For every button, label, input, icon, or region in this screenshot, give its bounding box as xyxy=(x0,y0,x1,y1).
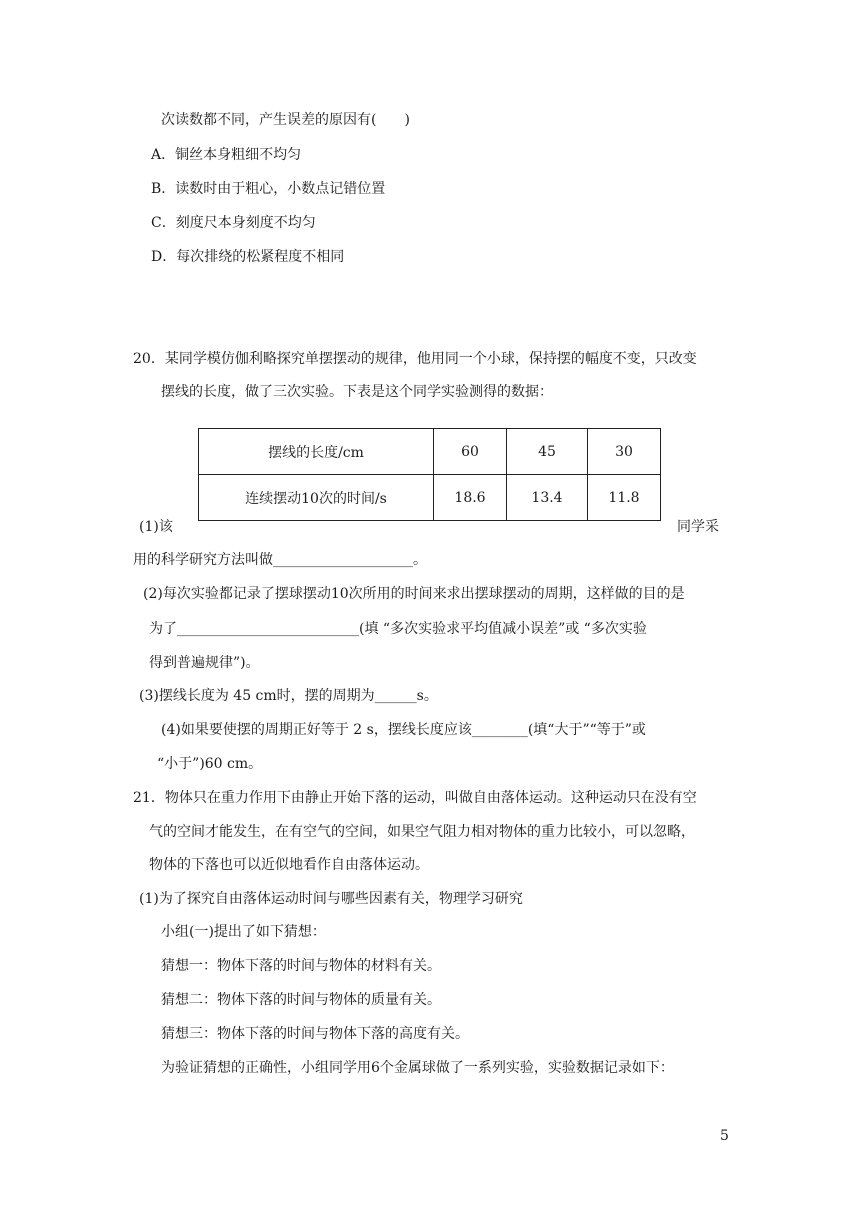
q19-option-b: B．读数时由于粗心，小数点记错位置 xyxy=(151,181,386,197)
q20-intro-line-1: 20．某同学模仿伽利略探究单摆摆动的规律，他用同一个小球，保持摆的幅度不变，只改变 xyxy=(133,351,697,367)
table-cell: 11.8 xyxy=(588,475,661,521)
q20-part1-continued: 用的科学研究方法叫做____________________。 xyxy=(133,552,427,568)
table-cell: 60 xyxy=(434,429,507,475)
table-cell: 13.4 xyxy=(507,475,588,521)
q21-intro-line-3: 物体的下落也可以近似地看作自由落体运动。 xyxy=(149,857,429,873)
q20-part1-left: (1)该 xyxy=(139,519,173,535)
table-header-cell: 连续摆动10次的时间/s xyxy=(199,475,434,521)
table-cell: 45 xyxy=(507,429,588,475)
table-cell: 30 xyxy=(588,429,661,475)
q20-part2-line-2: 为了__________________________(填 “多次实验求平均值减小误差”或 “多次实验 xyxy=(149,621,647,637)
pendulum-data-table xyxy=(198,428,661,521)
table-cell: 18.6 xyxy=(434,475,507,521)
q20-part4-line-2: “小于”)60 cm。 xyxy=(157,756,263,772)
q21-hypothesis-2: 猜想二：物体下落的时间与物体的质量有关。 xyxy=(161,992,441,1008)
table-row xyxy=(199,475,661,521)
q20-part2-line-1: (2)每次实验都记录了摆球摆动10次所用的时间来求出摆球摆动的周期，这样做的目的是 xyxy=(143,586,685,602)
q20-part2-line-3: 得到普遍规律”)。 xyxy=(149,655,260,671)
q21-experiment-intro: 为验证猜想的正确性，小组同学用6个金属球做了一系列实验，实验数据记录如下： xyxy=(161,1060,674,1076)
q20-intro-line-2: 摆线的长度，做了三次实验。下表是这个同学实验测得的数据： xyxy=(161,384,553,400)
q20-part4-line-1: (4)如果要使摆的周期正好等于 2 s，摆线长度应该________(填“大于”“等于”或 xyxy=(161,722,646,738)
q21-intro-line-2: 气的空间才能发生，在有空气的空间，如果空气阻力相对物体的重力比较小，可以忽略， xyxy=(149,824,695,840)
q19-option-a: A．铜丝本身粗细不均匀 xyxy=(151,147,302,163)
q21-part1-line-1: (1)为了探究自由落体运动时间与哪些因素有关，物理学习研究 xyxy=(139,891,523,907)
q20-part3: (3)摆线长度为 45 cm时，摆的周期为______s。 xyxy=(139,688,438,704)
q19-option-c: C．刻度尺本身刻度不均匀 xyxy=(151,215,316,231)
table-header-cell: 摆线的长度/cm xyxy=(199,429,434,475)
q19-option-d: D．每次排绕的松紧程度不相同 xyxy=(151,249,345,265)
q19-stem-tail: 次读数都不同，产生误差的原因有( ) xyxy=(161,112,410,128)
q21-hypothesis-1: 猜想一：物体下落的时间与物体的材料有关。 xyxy=(161,958,441,974)
q21-intro-line-1: 21．物体只在重力作用下由静止开始下落的运动，叫做自由落体运动。这种运动只在没有空 xyxy=(133,790,697,806)
page-number: 5 xyxy=(720,1128,729,1144)
q20-part1-right: 同学采 xyxy=(677,519,719,535)
q21-part1-line-2: 小组(一)提出了如下猜想： xyxy=(161,924,326,940)
q21-hypothesis-3: 猜想三：物体下落的时间与物体下落的高度有关。 xyxy=(161,1026,469,1042)
table-row xyxy=(199,429,661,475)
